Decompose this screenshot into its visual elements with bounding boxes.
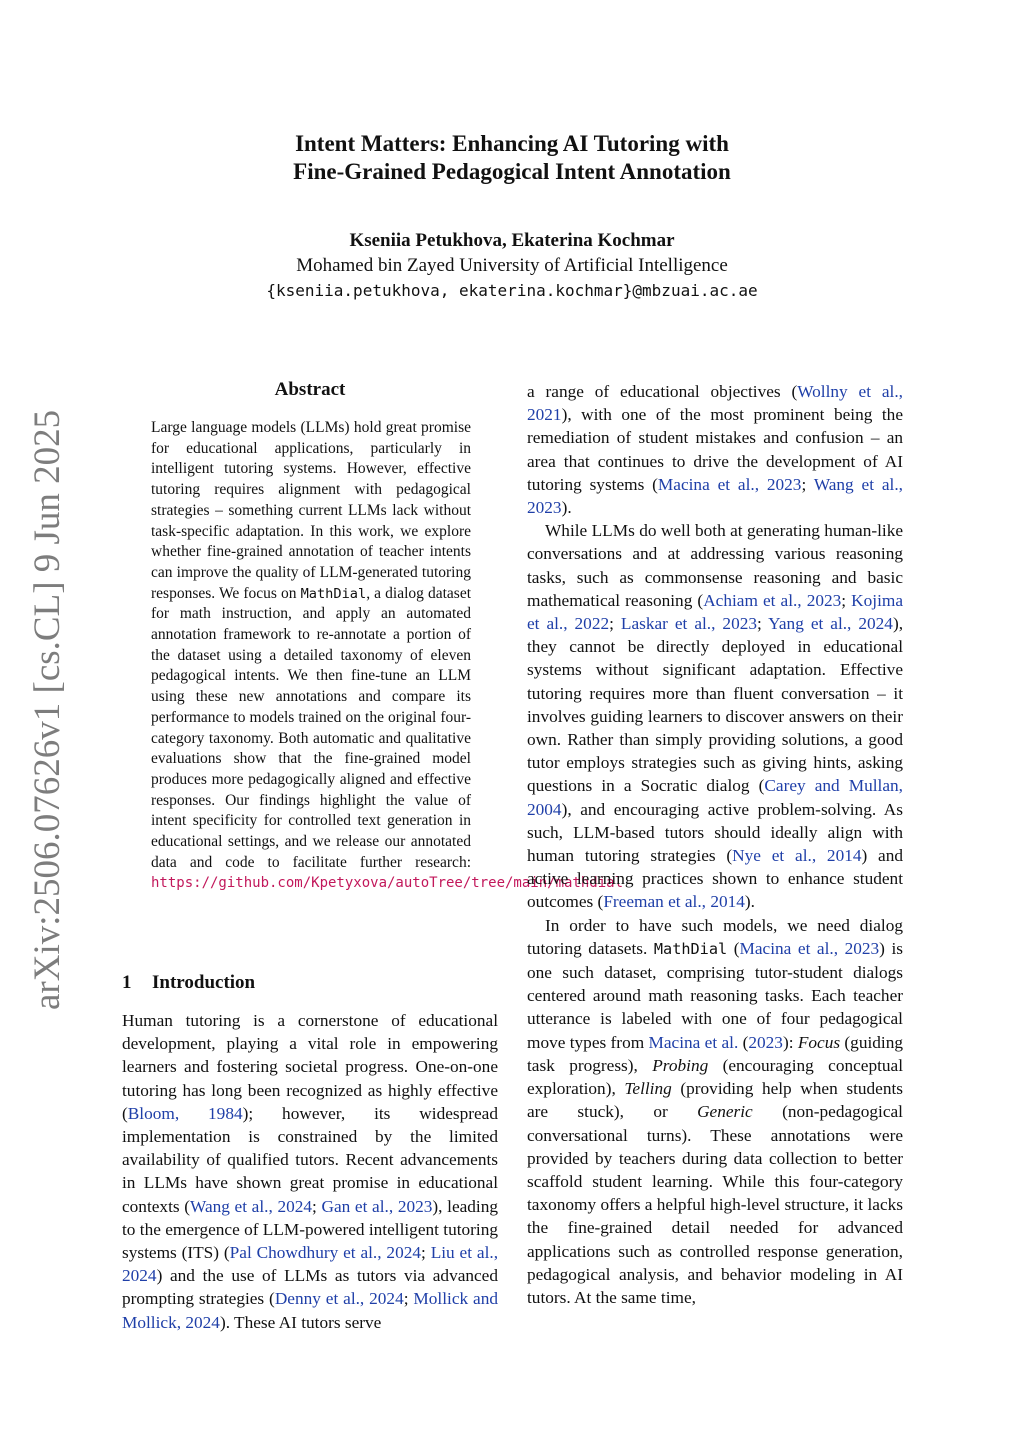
text-run: ), with one of the most prominent being the remediation of student mistakes and confusion – an area that continues to drive the development of AI tutoring systems (: [527, 405, 903, 494]
term-focus: Focus: [797, 1032, 841, 1052]
abstract-text-2: , a dialog dataset for math instruction, and apply an automated annotation framework to re-annotate a portion of the dataset using a detailed taxonomy of eleven pedagogical intents. We then fine-tune an LLM using these new annotations and compare its performance to models trained on the original four-category taxonomy. Both automatic and qualitative evaluations show that the fine-grained model produces more pedagogically aligned and effective responses. Our findings highlight the value of intent specificity for controlled text generation in educational settings, and we release our annotated data and code to facilitate further research:: [151, 584, 472, 871]
intro-paragraph-1-continued: [527, 380, 903, 519]
text-run: ;: [841, 590, 852, 610]
text-run: ;: [421, 1243, 431, 1263]
citation-link[interactable]: Laskar et al., 2023: [620, 614, 757, 634]
abstract-text-1: Large language models (LLMs) hold great promise for educational applications, particularly in intelligent tutoring systems. However, effective tutoring requires alignment with pedagogical strategies – something current LLMs lack without task-specific adaptation. In this work, we explore whether fine-grained annotation of teacher intents can improve the quality of LLM-generated tutoring responses. We focus on: [151, 419, 471, 602]
code-repository-link[interactable]: https://github.com/Kpetyxova/autoTree/tree/main/mathdial: [151, 875, 624, 892]
text-run: ); however, its widespread implementation is constrained by the limited availability of qualified tutors. Recent advancements in LLMs have shown great promise in educational contexts (: [122, 1103, 498, 1216]
text-run: ;: [757, 614, 769, 634]
text-run: ). These AI tutors serve: [219, 1312, 382, 1332]
section-heading-introduction: [122, 971, 255, 995]
text-run: ) and active learning practices shown to enhance student outcomes (: [527, 846, 904, 912]
dataset-name: MathDial: [653, 939, 728, 958]
text-run: ).: [561, 498, 572, 518]
term-probing: Probing: [652, 1055, 709, 1075]
text-run: ) is one such dataset, comprising tutor-student dialogs centered around math reasoning tasks. Each teacher utterance is labeled with one of four pedagogical move types from: [527, 938, 904, 1052]
intro-paragraph-1: [122, 1009, 498, 1334]
citation-link[interactable]: Liu et al., 2024: [122, 1243, 499, 1286]
abstract-heading: Abstract: [274, 379, 346, 400]
text-run: ), and encouraging active problem-solving. As such, LLM-based tutors should ideally align with human tutoring strategies (: [527, 799, 903, 866]
citation-link[interactable]: 2023: [748, 1032, 783, 1052]
citation-link[interactable]: Gan et al., 2023: [321, 1196, 433, 1216]
citation-link[interactable]: Macina et al., 2023: [739, 938, 880, 958]
section-number: 1: [122, 972, 132, 993]
left-column-text: [122, 1009, 498, 1334]
citation-link[interactable]: Wollny et al., 2021: [527, 382, 903, 425]
paper-title: [0, 130, 1024, 186]
citation-link[interactable]: Kojima et al., 2022: [527, 590, 904, 634]
citation-link[interactable]: Carey and Mullan, 2004: [527, 776, 903, 819]
right-column-text: [527, 380, 903, 1309]
citation-link[interactable]: Denny et al., 2024: [274, 1289, 404, 1309]
affiliation: Mohamed bin Zayed University of Artificial Intelligence: [296, 255, 728, 276]
citation-link[interactable]: Achiam et al., 2023: [703, 590, 842, 610]
citation-link[interactable]: Nye et al., 2014: [732, 846, 862, 866]
title-line-2: Fine-Grained Pedagogical Intent Annotation: [293, 159, 731, 184]
text-run: (: [727, 938, 740, 958]
text-run: (: [738, 1032, 749, 1052]
text-run: (guiding task progress),: [527, 1032, 903, 1075]
intro-paragraph-3: [527, 914, 903, 1309]
term-telling: Telling: [624, 1079, 672, 1099]
citation-link[interactable]: Mollick and Mollick, 2024: [122, 1289, 498, 1332]
section-title: Introduction: [152, 972, 256, 993]
text-run: ;: [801, 474, 814, 494]
citation-link[interactable]: Macina et al., 2023: [657, 474, 802, 494]
text-run: ;: [609, 614, 621, 634]
abstract-dataset-name: MathDial: [300, 585, 367, 602]
title-line-1: Intent Matters: Enhancing AI Tutoring with: [295, 131, 729, 156]
citation-link[interactable]: Yang et al., 2024: [768, 614, 893, 634]
citation-link[interactable]: Wang et al., 2023: [527, 474, 903, 518]
text-run: Human tutoring is a cornerstone of educational development, playing a vital role in empowering learners and fostering societal progress. One-on-one tutoring has long been recognized as highly effective (: [122, 1011, 498, 1123]
citation-link[interactable]: Freeman et al., 2014: [603, 892, 745, 912]
abstract-body: [151, 418, 624, 894]
text-run: ;: [403, 1289, 414, 1309]
text-run: In order to have such models, we need dialog tutoring datasets.: [527, 915, 903, 958]
author-email: {kseniia.petukhova, ekaterina.kochmar}@mbzuai.ac.ae: [266, 281, 758, 300]
arxiv-stamp: arXiv:2506.07626v1 [cs.CL] 9 Jun 2025: [27, 409, 68, 1010]
citation-link[interactable]: Bloom, 1984: [127, 1103, 243, 1123]
text-run: (encouraging conceptual exploration),: [527, 1055, 903, 1099]
text-run: ), leading to the emergence of LLM-powered intelligent tutoring systems (ITS) (: [122, 1196, 499, 1263]
text-run: ).: [744, 892, 755, 912]
citation-link[interactable]: Pal Chowdhury et al., 2024: [229, 1243, 421, 1263]
text-run: ):: [782, 1032, 798, 1052]
text-run: ) and the use of LLMs as tutors via advanced prompting strategies (: [122, 1266, 498, 1309]
intro-paragraph-2: [527, 519, 903, 913]
text-run: (providing help when students are stuck), or: [527, 1079, 903, 1122]
text-run: While LLMs do well both at generating human-like conversations and at addressing various reasoning tasks, such as commonsense reasoning and basic mathematical reasoning (: [527, 521, 903, 610]
citation-link[interactable]: Macina et al.: [648, 1032, 739, 1052]
text-run: (non-pedagogical conversational turns). These annotations were provided by teachers during data collection to better scaffold student learning. While this four-category taxonomy offers a helpful high-level structure, it lacks the fine-grained detail needed for advanced applications such as controlled response generation, pedagogical analysis, and behavior modeling in AI tutors. At the same time,: [527, 1102, 903, 1307]
citation-link[interactable]: Wang et al., 2024: [190, 1196, 313, 1216]
text-run: ), they cannot be directly deployed in educational systems without significant adaptation. Effective tutoring requires more than fluent conversation – it involves guiding learners to discover answers on their own. Rather than simply providing solutions, a good tutor employs strategies such as giving hints, asking questions in a Socratic dialog (: [527, 614, 904, 796]
authors: Kseniia Petukhova, Ekaterina Kochmar: [349, 230, 675, 251]
term-generic: Generic: [697, 1102, 753, 1122]
text-run: ;: [312, 1196, 322, 1216]
text-run: a range of educational objectives (: [527, 382, 798, 401]
